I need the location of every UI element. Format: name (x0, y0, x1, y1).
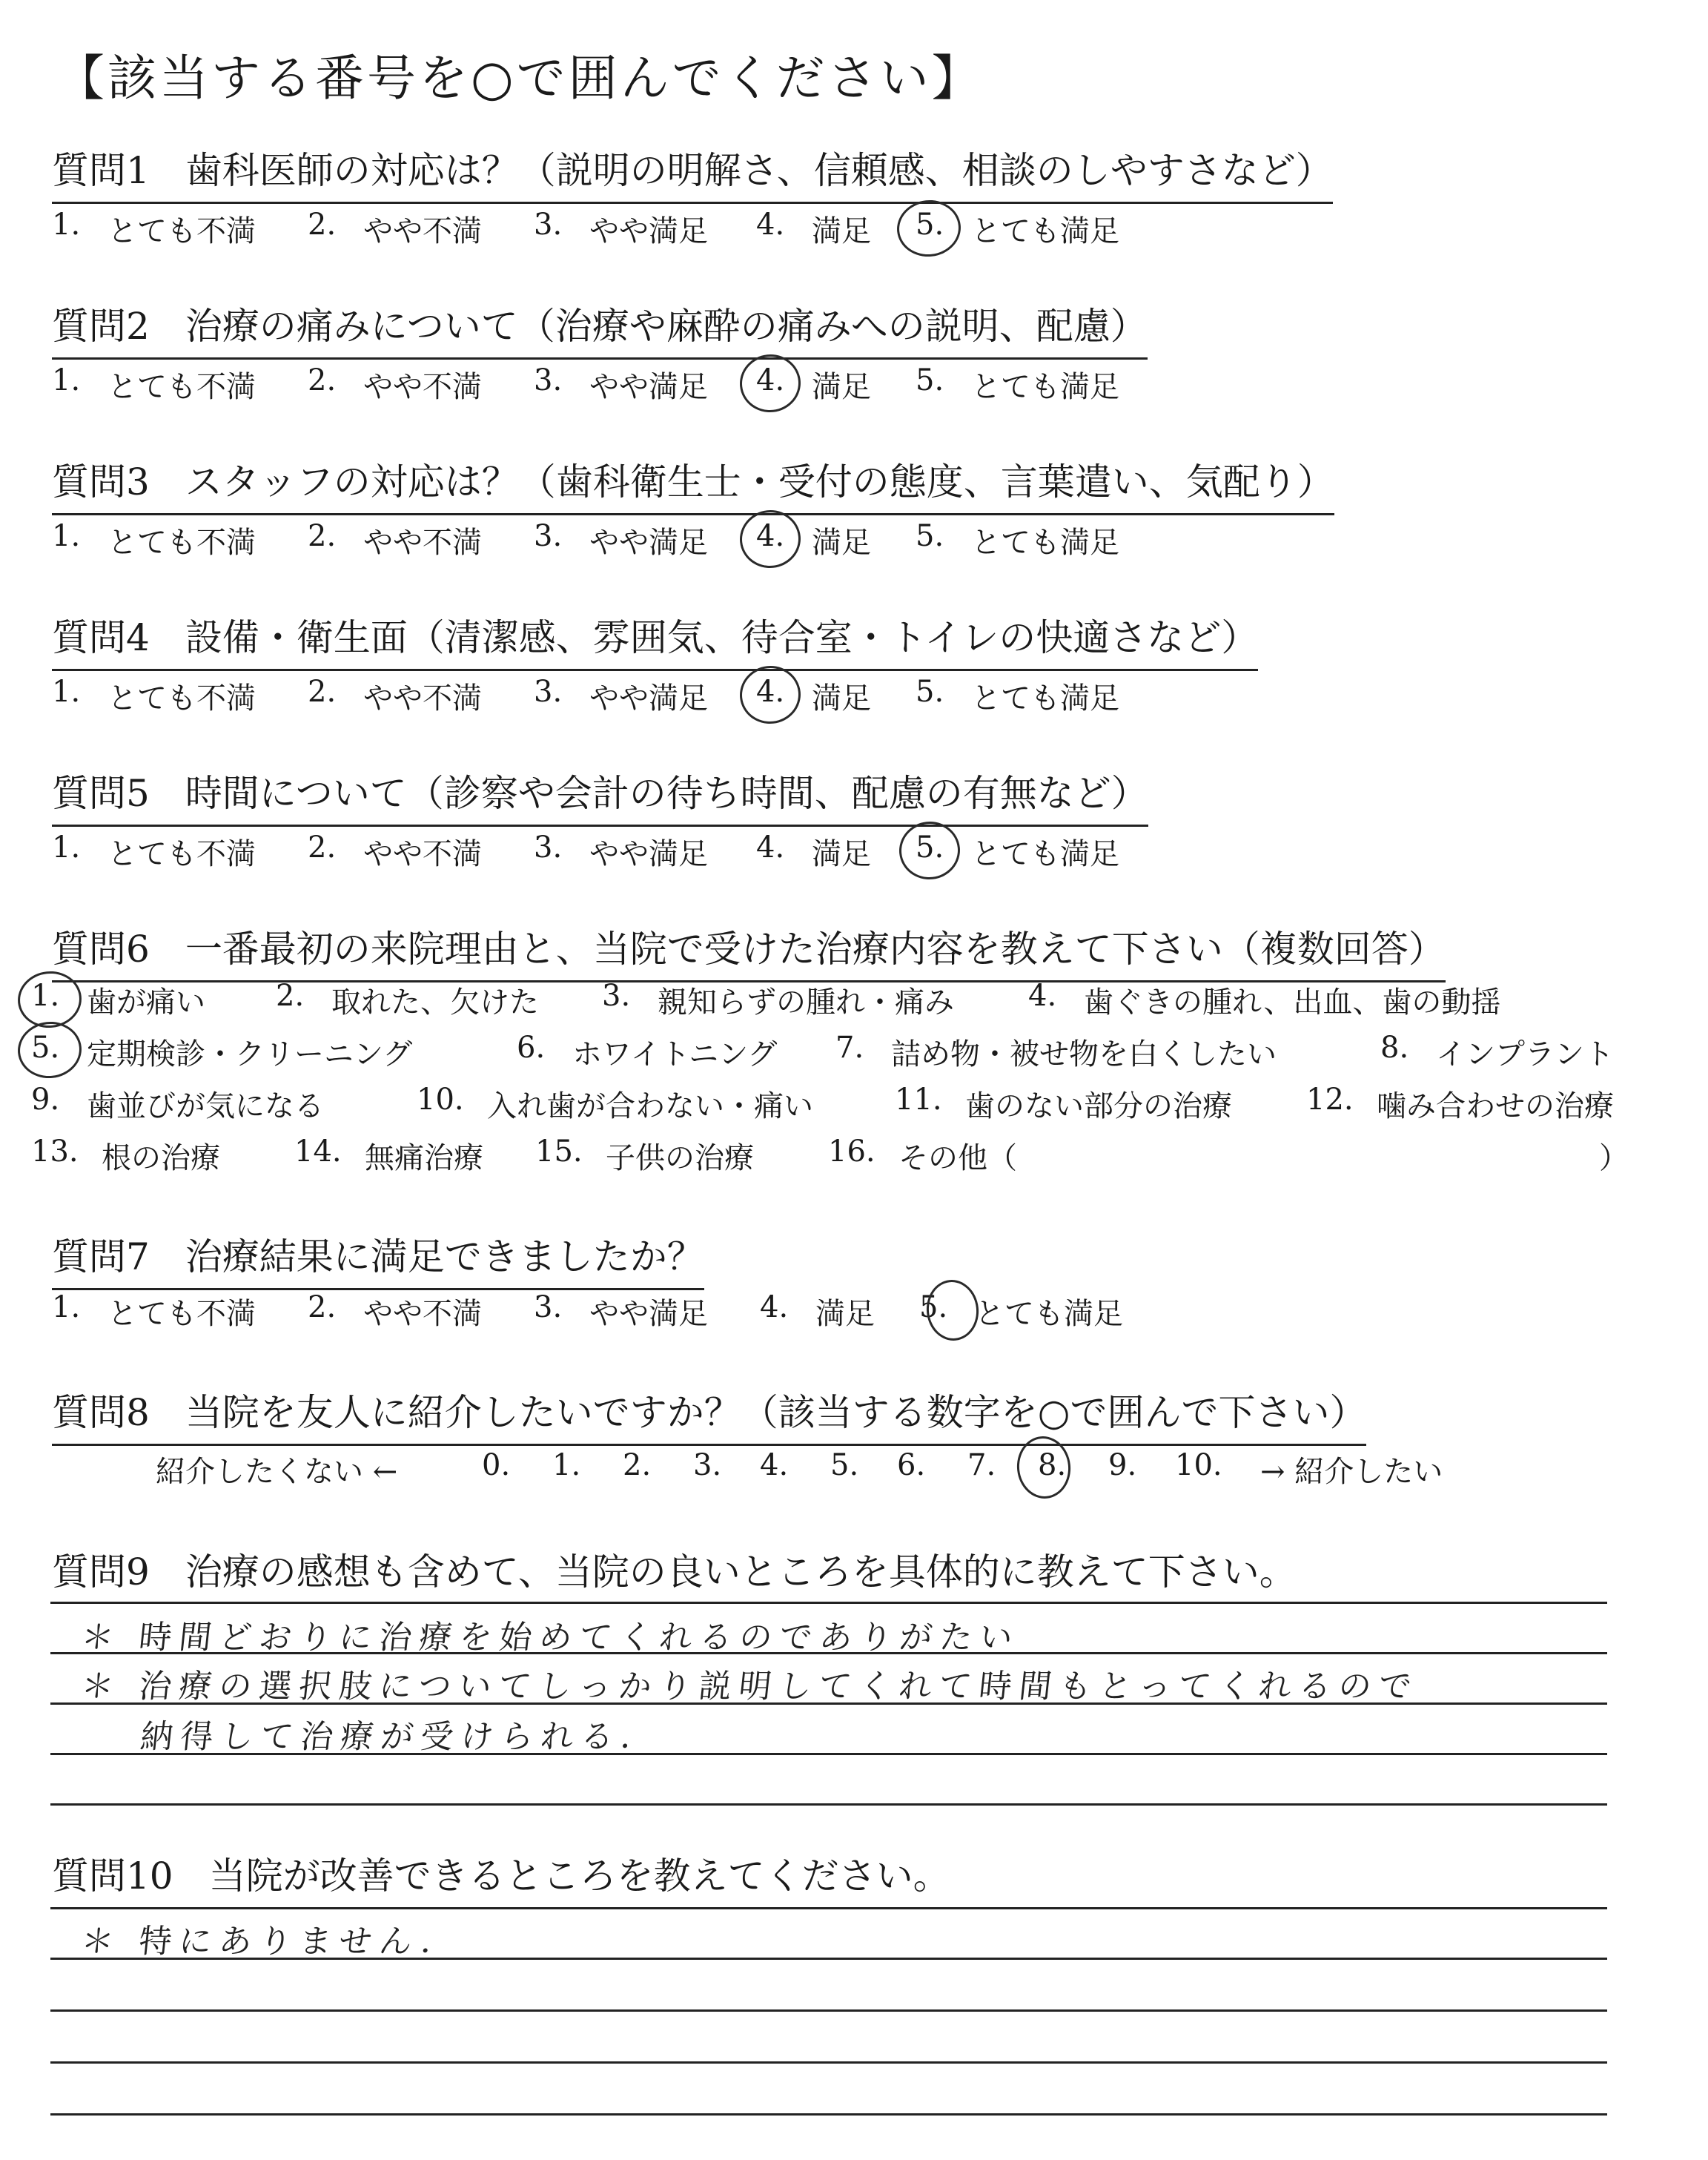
option-label: 入れ歯が合わない・痛い (487, 1089, 813, 1123)
option-number: 2. (308, 830, 337, 865)
option-number: 3. (534, 675, 563, 709)
option-label: 歯ぐきの腫れ、出血、歯の動揺 (1084, 985, 1501, 1020)
option-label: 取れた、欠けた (331, 985, 539, 1020)
option-number: 8. (1380, 1031, 1409, 1065)
option-number: 2. (308, 1290, 337, 1324)
option-label: とても満足 (971, 526, 1119, 560)
option-label: とても満足 (971, 681, 1119, 716)
option-label: とても不満 (107, 526, 256, 560)
option-number: 5. (916, 519, 944, 553)
option-number: 2. (276, 979, 305, 1013)
question-text: 治療の感想も含めて、当院の良いところを具体的に教えて下さい。 (185, 1550, 1297, 1593)
scale-value: 2. (623, 1448, 652, 1482)
option-number: 5. (916, 830, 944, 865)
question-text: スタッフの対応は？（歯科衛生士・受付の態度、言葉遣い、気配り） (185, 460, 1334, 503)
question-1-title (52, 141, 1333, 204)
question-9-title (52, 1542, 1297, 1603)
option-label: やや満足 (589, 1297, 708, 1331)
answer-line (50, 2113, 1607, 2116)
option-number: 1. (52, 363, 81, 397)
question-number: 質問1 (52, 149, 150, 192)
question-number: 質問8 (52, 1391, 150, 1434)
option-label: 満足 (812, 526, 871, 560)
option-number: 1. (52, 208, 81, 242)
option-number: 4. (756, 208, 785, 242)
option-label: 定期検診・クリーニング (87, 1037, 413, 1071)
option-number: 15. (535, 1135, 583, 1169)
option-label: 満足 (812, 214, 871, 248)
scale-value: 9. (1108, 1448, 1137, 1482)
option-label: その他（ (898, 1141, 1017, 1175)
option-number: 4. (756, 363, 785, 397)
option-number: 12. (1306, 1083, 1354, 1117)
question-number: 質問5 (52, 772, 150, 815)
option-number: 1. (52, 519, 81, 553)
handwritten-answer: ＊ 時間どおりに治療を始めてくれるのでありがたい (79, 1619, 1022, 1657)
scale-left-label: 紹介したくない ← (156, 1455, 398, 1489)
question-number: 質問2 (52, 305, 150, 348)
option-number: 1. (31, 979, 60, 1013)
option-label: 噛み合わせの治療 (1377, 1089, 1614, 1123)
question-number: 質問4 (52, 616, 150, 659)
option-label: 無痛治療 (365, 1141, 483, 1175)
answer-line (50, 1907, 1607, 1909)
question-7-title (52, 1227, 704, 1290)
option-number: 3. (534, 1290, 563, 1324)
option-label: とても満足 (971, 370, 1119, 404)
question-text: 時間について（診察や会計の待ち時間、配慮の有無など） (185, 772, 1148, 815)
scale-value: 10. (1175, 1448, 1222, 1482)
scale-value: 5. (830, 1448, 859, 1482)
scale-value: 7. (967, 1448, 996, 1482)
option-label: 歯が痛い (87, 985, 205, 1020)
selection-circle (894, 197, 963, 260)
option-label: とても満足 (971, 214, 1119, 248)
scale-value: 4. (760, 1448, 789, 1482)
scale-value: 1. (552, 1448, 581, 1482)
option-label: 歯のない部分の治療 (965, 1089, 1232, 1123)
selection-circle (896, 819, 963, 882)
question-number: 質問3 (52, 460, 150, 503)
option-number: 4. (760, 1290, 789, 1324)
answer-line (50, 2061, 1607, 2064)
option-number: 5. (916, 675, 944, 709)
option-number: 16. (828, 1135, 875, 1169)
handwritten-answer: ＊ 治療の選択肢についてしっかり説明してくれて時間もとってくれるので (79, 1668, 1421, 1705)
question-number: 質問9 (52, 1550, 150, 1593)
option-label: インプラント (1436, 1037, 1614, 1071)
option-label: とても不満 (107, 370, 256, 404)
option-label: やや不満 (363, 526, 482, 560)
option-label: ホワイトニング (572, 1037, 778, 1071)
option-number: 4. (756, 830, 785, 865)
option-number: 13. (31, 1135, 79, 1169)
scale-value: 3. (693, 1448, 722, 1482)
option-number: 4. (756, 675, 785, 709)
option-label: とても不満 (107, 1297, 256, 1331)
option-number: 1. (52, 675, 81, 709)
option-number: 9. (31, 1083, 60, 1117)
option-label: 根の治療 (102, 1141, 220, 1175)
option-label: やや満足 (589, 526, 708, 560)
question-text: 治療結果に満足できましたか？ (185, 1235, 704, 1278)
option-number: 14. (294, 1135, 342, 1169)
option-number: 10. (417, 1083, 464, 1117)
option-label: やや満足 (589, 837, 708, 871)
option-number: 3. (534, 363, 563, 397)
scale-right-label: → 紹介したい (1260, 1455, 1443, 1489)
option-number: 2. (308, 363, 337, 397)
option-label: やや満足 (589, 370, 708, 404)
option-label: 満足 (812, 837, 871, 871)
option-label: やや不満 (363, 837, 482, 871)
handwritten-answer: ＊ 特にありません． (79, 1923, 463, 1961)
question-10-title (52, 1846, 950, 1907)
answer-line (50, 1602, 1607, 1604)
question-text: 当院が改善できるところを教えてください。 (208, 1855, 950, 1898)
option-label: とても不満 (107, 214, 256, 248)
question-8-title (52, 1383, 1366, 1446)
option-number: 5. (31, 1031, 60, 1065)
selection-circle (737, 507, 804, 571)
selection-circle (737, 351, 804, 415)
option-label: やや不満 (363, 214, 482, 248)
scale-value: 6. (897, 1448, 926, 1482)
question-5-title (52, 764, 1148, 827)
question-2-title (52, 297, 1148, 360)
option-number: 2. (308, 675, 337, 709)
option-number: 6. (517, 1031, 546, 1065)
page-title: 【該当する番号を○で囲んでください】 (56, 50, 984, 107)
option-number: 3. (534, 830, 563, 865)
selection-circle (737, 663, 804, 727)
option-label: 子供の治療 (606, 1141, 754, 1175)
option-label: やや不満 (363, 1297, 482, 1331)
option-number: 4. (1028, 979, 1057, 1013)
scale-value: 8. (1038, 1448, 1067, 1482)
option-label: やや不満 (363, 681, 482, 716)
option-label: 歯並びが気になる (87, 1089, 324, 1123)
option-label: やや満足 (589, 214, 708, 248)
option-number: 11. (895, 1083, 942, 1117)
option-number: 1. (52, 830, 81, 865)
option-number: 3. (534, 519, 563, 553)
option-number: 1. (52, 1290, 81, 1324)
option-label: とても不満 (107, 681, 256, 716)
option-number: 2. (308, 519, 337, 553)
option-label: 詰め物・被せ物を白くしたい (891, 1037, 1277, 1071)
answer-line (50, 2009, 1607, 2012)
option-label: とても満足 (975, 1297, 1123, 1331)
question-number: 質問10 (52, 1855, 173, 1898)
option-label: 満足 (815, 1297, 875, 1331)
option-label: とても不満 (107, 837, 256, 871)
option-label: 満足 (812, 681, 871, 716)
selection-circle (15, 1019, 84, 1082)
question-text: 歯科医師の対応は？（説明の明解さ、信頼感、相談のしやすさなど） (185, 149, 1333, 192)
option-label: 満足 (812, 370, 871, 404)
handwritten-answer: 納得して治療が受けられる． (138, 1718, 663, 1756)
question-number: 質問7 (52, 1235, 150, 1278)
question-6-title (52, 919, 1446, 982)
answer-line (50, 1803, 1607, 1806)
question-text: 当院を友人に紹介したいですか？（該当する数字を○で囲んで下さい） (185, 1391, 1367, 1434)
option-number: 5. (916, 363, 944, 397)
option-number: 7. (835, 1031, 864, 1065)
option-number: 4. (756, 519, 785, 553)
question-text: 一番最初の来院理由と、当院で受けた治療内容を教えて下さい（複数回答） (185, 928, 1446, 971)
option-label: 親知らずの腫れ・痛み (658, 985, 954, 1020)
option-number: 2. (308, 208, 337, 242)
option-label: やや不満 (363, 370, 482, 404)
option-label: やや満足 (589, 681, 708, 716)
question-4-title (52, 608, 1258, 671)
option-number: 5. (916, 208, 944, 242)
question-text: 設備・衛生面（清潔感、雰囲気、待合室・トイレの快適さなど） (185, 616, 1259, 659)
other-close-paren: ） (1599, 1141, 1629, 1175)
question-3-title (52, 452, 1334, 515)
scale-value: 0. (482, 1448, 511, 1482)
selection-circle (924, 1278, 982, 1344)
question-text: 治療の痛みについて（治療や麻酔の痛みへの説明、配慮） (185, 305, 1148, 348)
option-label: とても満足 (971, 837, 1119, 871)
question-number: 質問6 (52, 928, 150, 971)
option-number: 3. (534, 208, 563, 242)
option-number: 5. (919, 1290, 948, 1324)
option-number: 3. (602, 979, 631, 1013)
